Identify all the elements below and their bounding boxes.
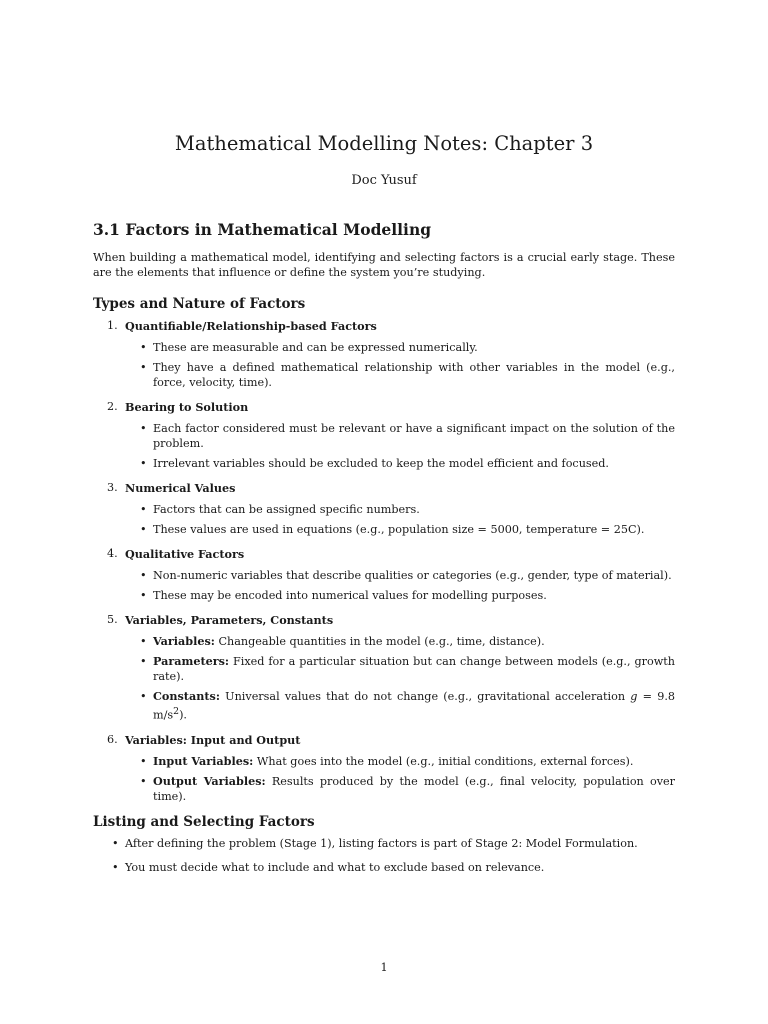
bullet-text: These values are used in equations (e.g., population size = 5000, temperature = 25C). (153, 523, 645, 536)
bullet-item (93, 502, 675, 517)
bullet-icon: • (140, 635, 147, 648)
bullet-text: These are measurable and can be expressed numerically. (153, 341, 478, 354)
factor-bullets (93, 340, 675, 390)
factor-bullets (93, 421, 675, 471)
page-number: 1 (380, 961, 388, 974)
bullet-icon: • (140, 341, 147, 354)
document-body (93, 219, 675, 884)
bullet-text: You must decide what to include and what to exclude based on relevance. (125, 860, 545, 874)
factor-bullets (93, 502, 675, 537)
bullet-item (93, 340, 675, 355)
bullet-icon: • (140, 569, 147, 582)
factor-number: 1. (107, 319, 118, 332)
bullet-icon: • (140, 503, 147, 516)
bullet-text: Changeable quantities in the model (e.g., time, distance). (218, 635, 545, 648)
bullet-term: Constants: (153, 689, 220, 703)
bullet-icon: • (140, 754, 147, 768)
math-exponent: 2 (173, 706, 180, 717)
factor-number: 2. (107, 400, 118, 413)
bullet-text: Non-numeric variables that describe qualities or categories (e.g., gender, type of material). (153, 569, 672, 582)
bullet-text: Factors that can be assigned specific numbers. (153, 503, 420, 516)
types-heading: Types and Nature of Factors (93, 296, 306, 312)
bullet-text: What goes into the model (e.g., initial conditions, external forces). (256, 754, 634, 768)
factor-item (93, 732, 675, 804)
factor-item (93, 546, 675, 603)
bullet-item (93, 860, 675, 875)
bullet-text: Fixed for a particular situation but can change between models (e.g., growth rate). (153, 655, 675, 683)
bullet-icon: • (140, 523, 147, 536)
bullet-term: Input Variables: (153, 753, 254, 768)
listing-heading: Listing and Selecting Factors (93, 813, 315, 830)
factor-title: Numerical Values (125, 481, 236, 495)
bullet-term: Parameters: (153, 654, 230, 668)
bullet-item (93, 836, 675, 851)
section-heading: 3.1 Factors in Mathematical Modelling (93, 220, 432, 239)
factor-item (93, 318, 675, 390)
bullet-icon: • (140, 655, 147, 668)
bullet-item (93, 421, 675, 451)
factor-number: 6. (107, 732, 118, 746)
section-intro: When building a mathematical model, identifying and selecting factors is a crucial early stage. These are the elements that influence or define the system you’re studying. (93, 251, 675, 279)
bullet-icon: • (112, 860, 119, 874)
document-page (93, 0, 675, 1024)
bullet-item (93, 360, 675, 390)
factor-title: Variables: Input and Output (125, 732, 301, 747)
bullet-term: Output Variables: (153, 773, 266, 788)
bullet-icon: • (140, 422, 147, 435)
bullet-item (93, 568, 675, 583)
bullet-icon: • (140, 361, 147, 374)
listing-bullets (93, 836, 675, 875)
factor-bullets (93, 634, 675, 723)
bullet-icon: • (140, 774, 147, 788)
bullet-item (93, 634, 675, 649)
bullet-item (93, 654, 675, 684)
bullet-item (93, 774, 675, 804)
factor-bullets (93, 568, 675, 603)
bullet-item (93, 456, 675, 471)
bullet-term: Variables: (153, 634, 215, 648)
bullet-icon: • (140, 589, 147, 602)
factor-title: Variables, Parameters, Constants (125, 613, 334, 627)
factor-bullets (93, 754, 675, 804)
factor-item (93, 399, 675, 471)
factor-title: Qualitative Factors (125, 547, 245, 561)
bullet-item (93, 522, 675, 537)
factor-number: 4. (107, 547, 118, 560)
bullet-closing: ). (179, 708, 187, 722)
factor-number: 5. (107, 613, 118, 626)
math-value: = 9.8 m/s (153, 690, 676, 722)
factor-item (93, 480, 675, 537)
bullet-text: Each factor considered must be relevant or have a significant impact on the solution of the problem. (153, 422, 675, 450)
bullet-icon: • (140, 457, 147, 470)
math-symbol: g (630, 690, 638, 703)
bullet-icon: • (140, 690, 147, 703)
bullet-text: These may be encoded into numerical values for modelling purposes. (153, 589, 547, 602)
bullet-item (93, 588, 675, 603)
bullet-text: Results produced by the model (e.g., final velocity, population over time). (153, 774, 675, 803)
bullet-icon: • (112, 836, 119, 850)
bullet-text: Irrelevant variables should be excluded to keep the model efficient and focused. (153, 457, 609, 470)
bullet-text: They have a defined mathematical relationship with other variables in the model (e.g., force, velocity, time). (153, 361, 675, 389)
bullet-item (93, 689, 675, 723)
bullet-item (93, 754, 675, 769)
document-author: Doc Yusuf (351, 173, 417, 188)
bullet-text: After defining the problem (Stage 1), listing factors is part of Stage 2: Model Formulation. (125, 836, 638, 850)
bullet-text: Universal values that do not change (e.g., gravitational acceleration (225, 690, 626, 703)
factor-item (93, 612, 675, 723)
factor-number: 3. (107, 481, 118, 494)
factor-title: Quantifiable/Relationship-based Factors (125, 319, 377, 333)
factor-title: Bearing to Solution (125, 400, 249, 414)
factor-list (93, 318, 675, 804)
document-title: Mathematical Modelling Notes: Chapter 3 (174, 132, 594, 155)
